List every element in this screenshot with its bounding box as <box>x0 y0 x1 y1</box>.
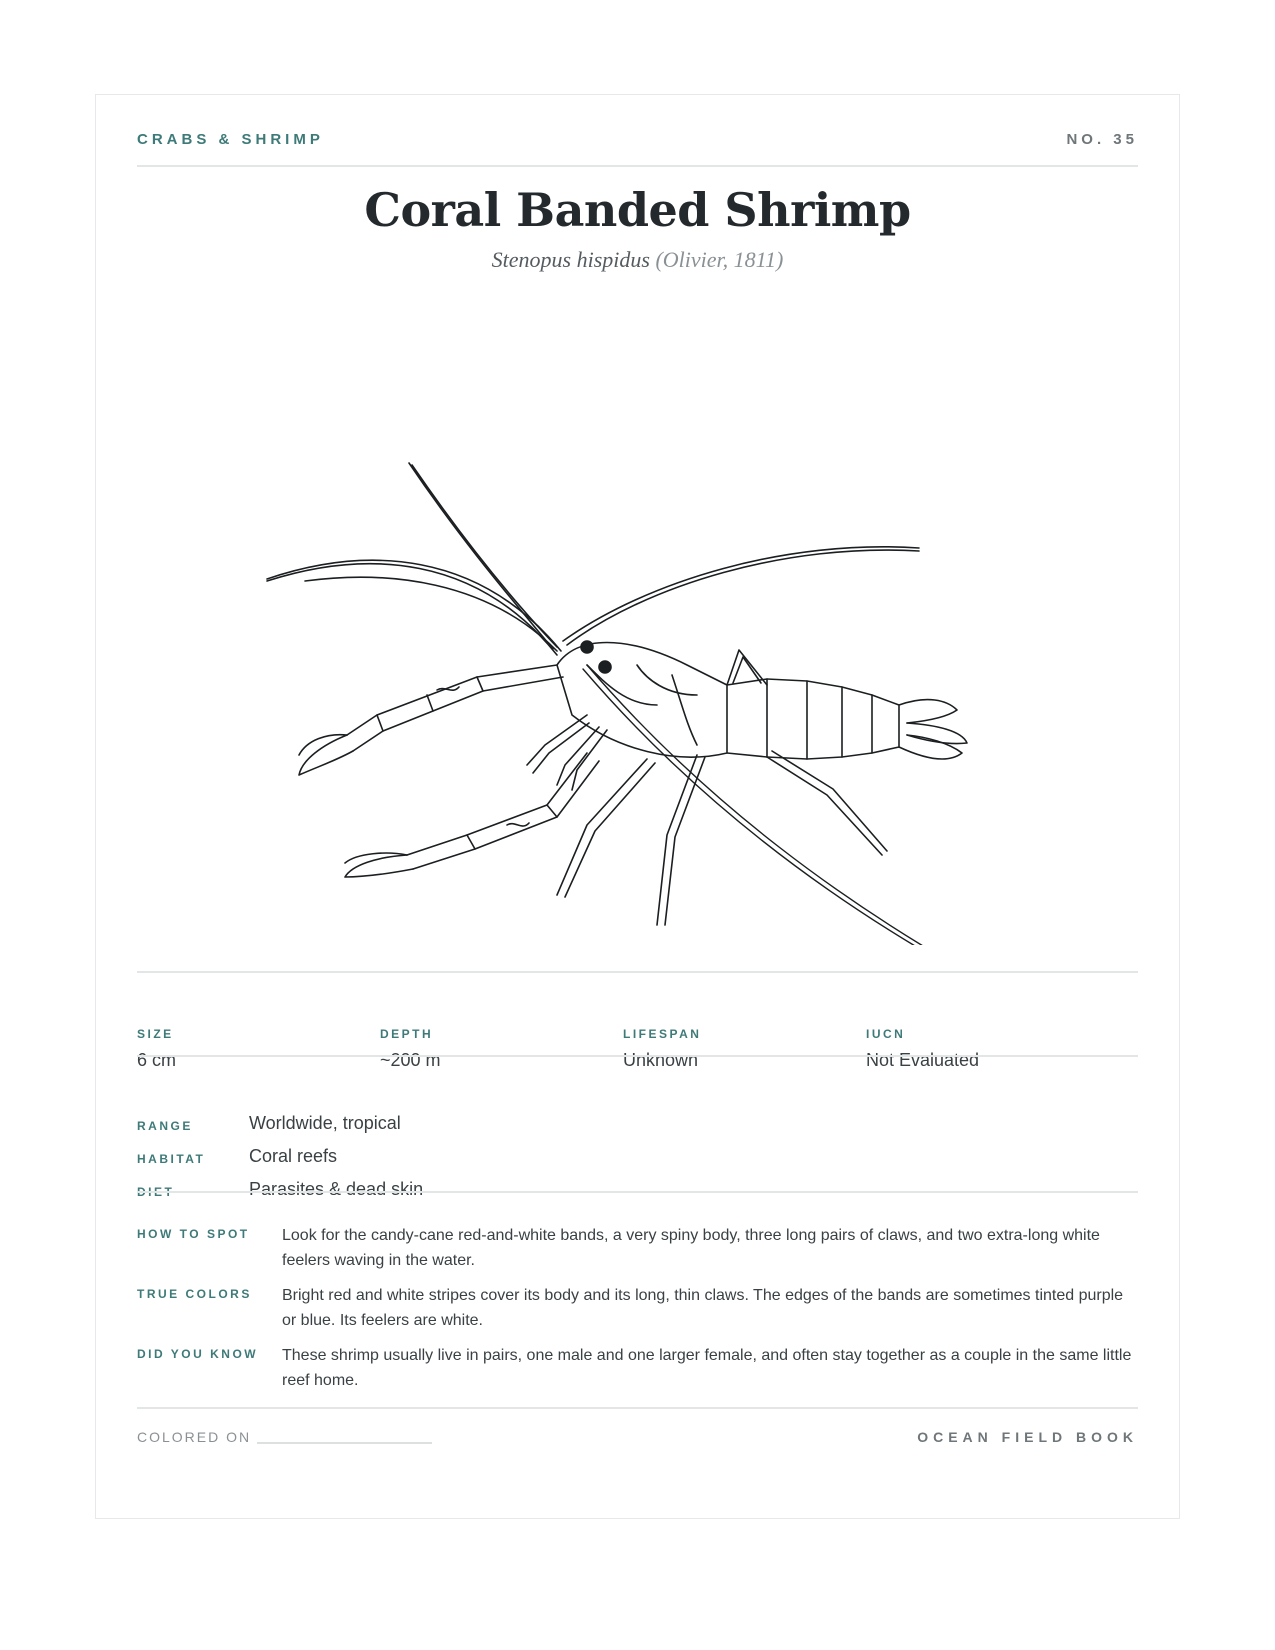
fact-label: RANGE <box>137 1119 193 1133</box>
notes-top-divider <box>137 1191 1138 1193</box>
scientific-name <box>137 247 1138 273</box>
header-divider <box>137 165 1138 167</box>
stat-size <box>137 1027 377 1071</box>
card-content <box>137 95 1138 1518</box>
fact-diet <box>137 1179 1138 1209</box>
note-text: These shrimp usually live in pairs, one male and one larger female, and often stay together as a couple in the same little reef home. <box>282 1347 1132 1389</box>
fact-value: Worldwide, tropical <box>249 1113 401 1133</box>
note-label: TRUE COLORS <box>137 1287 252 1301</box>
stat-label: SIZE <box>137 1027 174 1041</box>
fact-habitat <box>137 1146 1138 1176</box>
stats-row <box>137 1027 1138 1087</box>
stat-value: ~200 m <box>380 1050 441 1070</box>
fact-value: Coral reefs <box>249 1146 338 1166</box>
category-label: CRABS & SHRIMP <box>137 131 324 148</box>
note-label: HOW TO SPOT <box>137 1227 250 1241</box>
stat-value: 6 cm <box>137 1050 177 1070</box>
stat-iucn <box>866 1027 1106 1071</box>
brand-name: OCEAN FIELD BOOK <box>917 1429 1138 1445</box>
entry-number: NO. 35 <box>1066 131 1138 148</box>
stat-depth <box>380 1027 620 1071</box>
scientific-binomial: Stenopus hispidus <box>491 247 650 272</box>
fact-value: Parasites & dead skin <box>249 1179 424 1199</box>
stat-label: DEPTH <box>380 1027 434 1041</box>
fact-label: HABITAT <box>137 1152 206 1166</box>
stat-value: Not Evaluated <box>866 1050 980 1070</box>
stat-lifespan <box>623 1027 863 1071</box>
colored-on-blank-line <box>257 1442 432 1444</box>
stat-value: Unknown <box>623 1050 699 1070</box>
fact-range <box>137 1113 1138 1143</box>
stat-label: IUCN <box>866 1027 906 1041</box>
note-label: DID YOU KNOW <box>137 1347 259 1361</box>
stats-bottom-divider <box>137 1055 1138 1057</box>
footer-divider <box>137 1407 1138 1409</box>
note-text: Bright red and white stripes cover its body and its long, thin claws. The edges of the bands are sometimes tinted purple or blue. Its feelers are white. <box>282 1287 1124 1329</box>
shrimp-illustration-icon <box>227 365 1027 945</box>
page-title: Coral Banded Shrimp <box>364 183 911 237</box>
stat-label: LIFESPAN <box>623 1027 702 1041</box>
scientific-authority: (Olivier, 1811) <box>655 247 784 272</box>
note-text: Look for the candy-cane red-and-white bands, a very spiny body, three long pairs of claws, and two extra-long white feelers waving in the water. <box>282 1227 1100 1269</box>
fact-label: DIET <box>137 1185 175 1199</box>
field-card <box>95 94 1180 1519</box>
colored-on-label: COLORED ON <box>137 1429 252 1445</box>
stats-top-divider <box>137 971 1138 973</box>
